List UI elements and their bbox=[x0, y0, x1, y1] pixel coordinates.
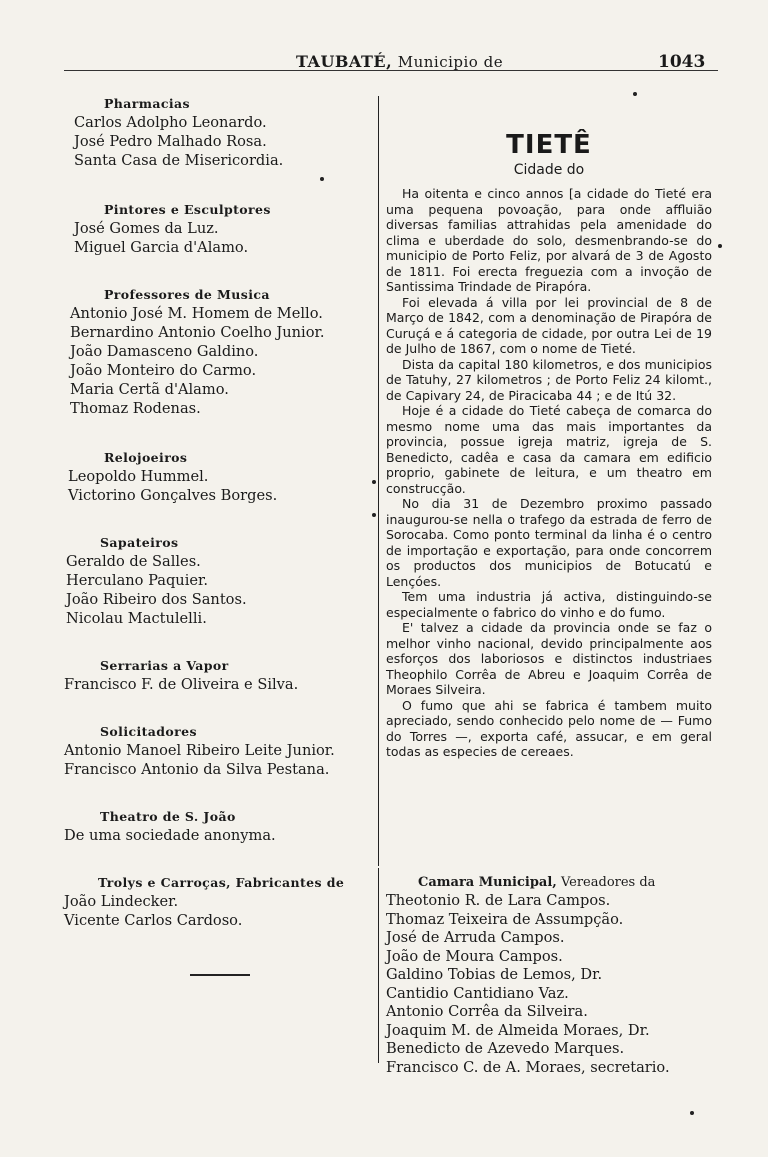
column-rule-lower bbox=[378, 868, 379, 1063]
list-item: Santa Casa de Misericordia. bbox=[74, 152, 284, 169]
section-solicitadores bbox=[60, 724, 360, 779]
list-item: Theotonio R. de Lara Campos. bbox=[386, 892, 611, 909]
list-item: Bernardino Antonio Coelho Junior. bbox=[70, 324, 325, 341]
paragraph: Hoje é a cidade do Tieté cabeça de comarca do mesmo nome uma das mais importantes da provincia, possue igreja matriz, igreja de S. Benedicto, cadêa e casa da camara em edificio proprio, gabinete de leitura, e um theatro em construcção. bbox=[386, 403, 712, 496]
list-item: Thomaz Teixeira de Assumpção. bbox=[386, 910, 624, 928]
section-heading: Solicitadores bbox=[100, 724, 197, 739]
print-speck bbox=[372, 480, 376, 484]
list-item: Leopoldo Hummel. bbox=[68, 468, 209, 485]
list-item: Benedicto de Azevedo Marques. bbox=[386, 1040, 625, 1057]
section-pintores bbox=[60, 202, 360, 257]
header-city: TAUBATÉ, bbox=[296, 52, 393, 71]
city-subtitle: Cidade do bbox=[513, 162, 585, 178]
section-heading: Pharmacias bbox=[104, 96, 190, 111]
print-speck bbox=[320, 177, 324, 181]
section-relojoeiros bbox=[60, 450, 360, 505]
section-heading: Sapateiros bbox=[100, 535, 179, 550]
list-item: João de Moura Campos. bbox=[386, 947, 563, 965]
section-heading: Pintores e Esculptores bbox=[104, 202, 271, 217]
paragraph: Dista da capital 180 kilometros, e dos municipios de Tatuhy, 27 kilometros ; de Porto Feliz 24 kilomt., de Capivary 24, de Piracicaba 44 ; e de Itú 32. bbox=[386, 356, 712, 403]
list-item: João Ribeiro dos Santos. bbox=[66, 591, 247, 608]
header-rule bbox=[64, 70, 718, 71]
list-item: Geraldo de Salles. bbox=[66, 553, 201, 570]
list-item: Galdino Tobias de Lemos, Dr. bbox=[386, 966, 603, 983]
paragraph: O fumo que ahi se fabrica é tambem muito apreciado, sendo conhecido pelo nome de — Fumo do Torres —, exporta café, assucar, e em geral todas as especies de cereaes. bbox=[386, 697, 712, 759]
section-heading: Trolys e Carroças, Fabricantes de bbox=[98, 875, 345, 890]
list-item: Francisco Antonio da Silva Pestana. bbox=[64, 761, 330, 778]
paragraph: Tem uma industria já activa, distinguindo-se especialmente o fabrico do vinho e do fumo. bbox=[386, 589, 712, 620]
list-item: Thomaz Rodenas. bbox=[70, 400, 201, 417]
list-item: Nicolau Mactulelli. bbox=[66, 610, 207, 627]
list-item: Maria Certã d'Alamo. bbox=[70, 381, 229, 398]
list-item: Carlos Adolpho Leonardo. bbox=[74, 114, 267, 131]
paragraph: No dia 31 de Dezembro proximo passado inaugurou-se nella o trafego da estrada de ferro de Sorocaba. Como ponto terminal da linha é o centro de importação e exportação, para onde concorrem os productos dos municipios de Botucatú e Lençóes. bbox=[386, 496, 712, 589]
section-divider bbox=[190, 974, 250, 976]
page-number: 1043 bbox=[658, 52, 706, 72]
list-item: Antonio José M. Homem de Mello. bbox=[70, 305, 323, 322]
list-item: De uma sociedade anonyma. bbox=[64, 827, 276, 844]
list-item: Victorino Gonçalves Borges. bbox=[68, 487, 278, 504]
paragraph: E' talvez a cidade da provincia onde se faz o melhor vinho nacional, devido principalmente aos esforços dos laboriosos e distinctos industriaes Theophilo Corrêa de Abreu e Joaquim Corrêa de Moraes Silveira. bbox=[386, 620, 712, 697]
running-title bbox=[296, 52, 503, 71]
right-column bbox=[386, 96, 712, 760]
camara-heading-bold: Camara Municipal, bbox=[418, 875, 557, 890]
list-item: João Damasceno Galdino. bbox=[70, 343, 259, 360]
list-item: Vicente Carlos Cardoso. bbox=[64, 912, 243, 929]
section-serrarias bbox=[60, 658, 360, 694]
print-speck bbox=[633, 92, 637, 96]
list-item: Antonio Manoel Ribeiro Leite Junior. bbox=[64, 742, 335, 759]
list-item: Herculano Paquier. bbox=[66, 572, 209, 589]
print-speck bbox=[718, 244, 722, 248]
section-professores bbox=[60, 287, 360, 418]
list-item: Joaquim M. de Almeida Moraes, Dr. bbox=[386, 1021, 650, 1039]
camara-section bbox=[386, 874, 716, 1077]
list-item: Antonio Corrêa da Silveira. bbox=[386, 1003, 588, 1020]
list-item: Francisco F. de Oliveira e Silva. bbox=[64, 676, 299, 693]
section-heading: Relojoeiros bbox=[104, 450, 188, 465]
list-item: José de Arruda Campos. bbox=[386, 929, 565, 946]
camara-heading bbox=[386, 874, 716, 892]
print-speck bbox=[372, 513, 376, 517]
list-item: Miguel Garcia d'Alamo. bbox=[74, 239, 249, 256]
column-rule bbox=[378, 96, 379, 866]
print-speck bbox=[690, 1111, 694, 1115]
list-item: Francisco C. de A. Moraes, secretario. bbox=[386, 1058, 670, 1076]
section-heading: Professores de Musica bbox=[104, 287, 270, 302]
header-municipio: Municipio de bbox=[397, 53, 504, 71]
section-heading: Theatro de S. João bbox=[100, 809, 236, 824]
section-sapateiros bbox=[60, 535, 360, 628]
paragraph: Foi elevada á villa por lei provincial de 8 de Março de 1842, com a denominação de Pirapóra de Curuçá e á categoria de cidade, por outra Lei de 19 de Julho de 1867, com o nome de Tieté. bbox=[386, 294, 712, 356]
list-item: Cantidio Cantidiano Vaz. bbox=[386, 984, 569, 1002]
section-theatro bbox=[60, 809, 360, 845]
list-item: José Pedro Malhado Rosa. bbox=[74, 133, 267, 150]
city-title: TIETÊ bbox=[506, 130, 592, 160]
left-column bbox=[60, 96, 360, 960]
camara-heading-rest: Vereadores da bbox=[556, 875, 656, 890]
section-heading: Serrarias a Vapor bbox=[100, 658, 229, 673]
page-header bbox=[0, 47, 768, 71]
list-item: José Gomes da Luz. bbox=[74, 220, 219, 237]
list-item: João Lindecker. bbox=[64, 893, 179, 910]
list-item: João Monteiro do Carmo. bbox=[70, 362, 257, 379]
section-pharmacias bbox=[60, 96, 360, 170]
section-trolys bbox=[60, 875, 360, 930]
paragraph: Ha oitenta e cinco annos [a cidade do Tieté era uma pequena povoação, para onde affluião diversas familias attrahidas pela amenidade do clima e uberdade do solo, desmenbrando-se do municipio de Porto Feliz, por alvará de 3 de Agosto de 1811. Foi erecta freguezia com a invoção de Santissima Trindade de Pirapóra. bbox=[386, 186, 712, 294]
